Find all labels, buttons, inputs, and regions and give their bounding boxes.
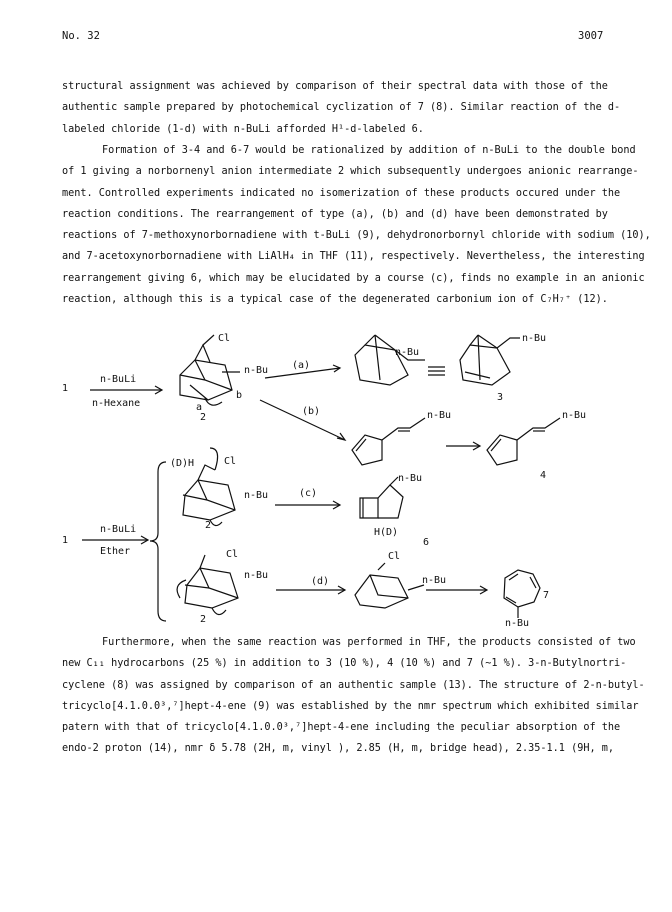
bond-label-a: a bbox=[196, 402, 203, 413]
cyclopentadiene-structure-4a bbox=[352, 418, 425, 465]
bicyclic-structure-6 bbox=[360, 477, 403, 518]
text-line: reactions of 7-methoxynorbornadiene with t-BuLi (9), dehydronorbornyl chloride with sodium (10), bbox=[62, 230, 651, 242]
substituent-deuterium: (D)H bbox=[170, 458, 195, 469]
compound-label-6: 6 bbox=[423, 537, 430, 548]
text-line: and 7-acetoxynorbornadiene with LiAlH₄ in THF (11), respectively. Nevertheless, the interesting bbox=[62, 251, 645, 263]
pathway-label-c: (c) bbox=[299, 488, 318, 499]
compound-label-7: 7 bbox=[543, 590, 550, 601]
substituent-butyl: n-Bu bbox=[522, 333, 547, 344]
reagent-label: n-BuLi bbox=[100, 374, 137, 385]
cycloheptatriene-structure-7 bbox=[504, 570, 540, 618]
reaction-arrow bbox=[90, 386, 162, 394]
text-line: new C₁₁ hydrocarbons (25 %) in addition to 3 (10 %), 4 (10 %) and 7 (~1 %). 3-n-Butylnortri- bbox=[62, 658, 627, 670]
substituent-butyl: n-Bu bbox=[422, 575, 447, 586]
text-line: rearrangement giving 6, which may be elucidated by a course (c), finds no example in an anionic bbox=[62, 272, 645, 284]
compound-label-1: 1 bbox=[62, 535, 69, 546]
scheme-brace bbox=[150, 462, 166, 621]
chloro-anion-structure bbox=[177, 555, 238, 615]
text-line: ment. Controlled experiments indicated no isomerization of these products occured under the bbox=[62, 187, 621, 199]
substituent-butyl: n-Bu bbox=[244, 570, 269, 581]
substituent-butyl: n-Bu bbox=[505, 618, 530, 629]
compound-label-3: 3 bbox=[497, 392, 504, 403]
reaction-arrow bbox=[446, 442, 480, 450]
cyclopentadiene-structure-4b bbox=[487, 418, 560, 465]
substituent-butyl: n-Bu bbox=[244, 365, 269, 376]
reaction-arrow bbox=[275, 501, 340, 509]
compound-label-4: 4 bbox=[540, 470, 547, 481]
substituent-butyl: n-Bu bbox=[244, 490, 269, 501]
text-line: cyclene (8) was assigned by comparison of an authentic sample (13). The structure of 2-n-butyl- bbox=[62, 679, 645, 691]
norbornadiene-structure-3 bbox=[460, 335, 520, 385]
reaction-arrow bbox=[276, 586, 345, 594]
equilibrium-sign bbox=[428, 367, 445, 375]
substituent-butyl: n-Bu bbox=[562, 410, 587, 421]
paragraph-3 bbox=[62, 632, 645, 760]
substituent-butyl: n-Bu bbox=[395, 347, 420, 358]
text-line: patern with that of tricyclo[4.1.0.0³,⁷]hept-4-ene including the peculiar absorption of the bbox=[62, 722, 621, 734]
text-line: of 1 giving a norbornenyl anion intermediate 2 which subsequently undergoes anionic rearrange- bbox=[62, 166, 639, 178]
pathway-label-b: (b) bbox=[302, 406, 321, 417]
bond-label-b: b bbox=[236, 390, 243, 401]
text-line: authentic sample prepared by photochemical cyclization of 7 (8). Similar reaction of the d- bbox=[62, 102, 621, 114]
text-line: reaction conditions. The rearrangement of type (a), (b) and (d) have been demonstrated by bbox=[62, 208, 608, 220]
text-line: tricyclo[4.1.0.0³,⁷]hept-4-ene (9) was established by the nmr spectrum which exhibited similar bbox=[62, 700, 639, 712]
page-number: 3007 bbox=[578, 30, 604, 42]
substituent-chlorine: Cl bbox=[218, 333, 231, 344]
substituent-chlorine: Cl bbox=[224, 456, 237, 467]
compound-label-2: 2 bbox=[205, 520, 212, 531]
substituent-hydrogen-deuterium: H(D) bbox=[374, 527, 399, 538]
solvent-label: n-Hexane bbox=[92, 398, 141, 409]
substituent-butyl: n-Bu bbox=[398, 473, 423, 484]
text-line: labeled chloride (1-d) with n-BuLi afforded H¹-d-labeled 6. bbox=[62, 123, 424, 135]
tricyclic-structure-3 bbox=[355, 335, 425, 385]
pathway-label-d: (d) bbox=[311, 576, 330, 587]
reaction-arrow bbox=[82, 536, 148, 544]
text-line: Formation of 3-4 and 6-7 would be rationalized by addition of n-BuLi to the double bond bbox=[102, 145, 636, 156]
solvent-label: Ether bbox=[100, 546, 131, 557]
norbornenyl-anion-structure bbox=[180, 335, 243, 405]
rearranged-intermediate-structure bbox=[355, 563, 424, 608]
substituent-butyl: n-Bu bbox=[427, 410, 452, 421]
text-line: Furthermore, when the same reaction was performed in THF, the products consisted of two bbox=[102, 637, 636, 648]
text-line: reaction, although this is a typical case of the degenerated carbonium ion of C₇H₇⁺ (12). bbox=[62, 294, 608, 306]
substituent-chlorine: Cl bbox=[226, 549, 239, 560]
text-line: structural assignment was achieved by comparison of their spectral data with those of the bbox=[62, 81, 608, 92]
journal-number: No. 32 bbox=[62, 30, 100, 42]
text-line: endo-2 proton (14), nmr δ 5.78 (2H, m, vinyl ), 2.85 (H, m, bridge head), 2.35-1.1 (9H, m, bbox=[62, 743, 615, 755]
reagent-label: n-BuLi bbox=[100, 524, 137, 535]
reaction-arrow bbox=[426, 586, 487, 594]
substituent-chlorine: Cl bbox=[388, 551, 401, 562]
compound-label-2: 2 bbox=[200, 412, 207, 423]
pathway-label-a: (a) bbox=[292, 360, 311, 371]
compound-label-2: 2 bbox=[200, 614, 207, 625]
compound-label-1: 1 bbox=[62, 383, 69, 394]
